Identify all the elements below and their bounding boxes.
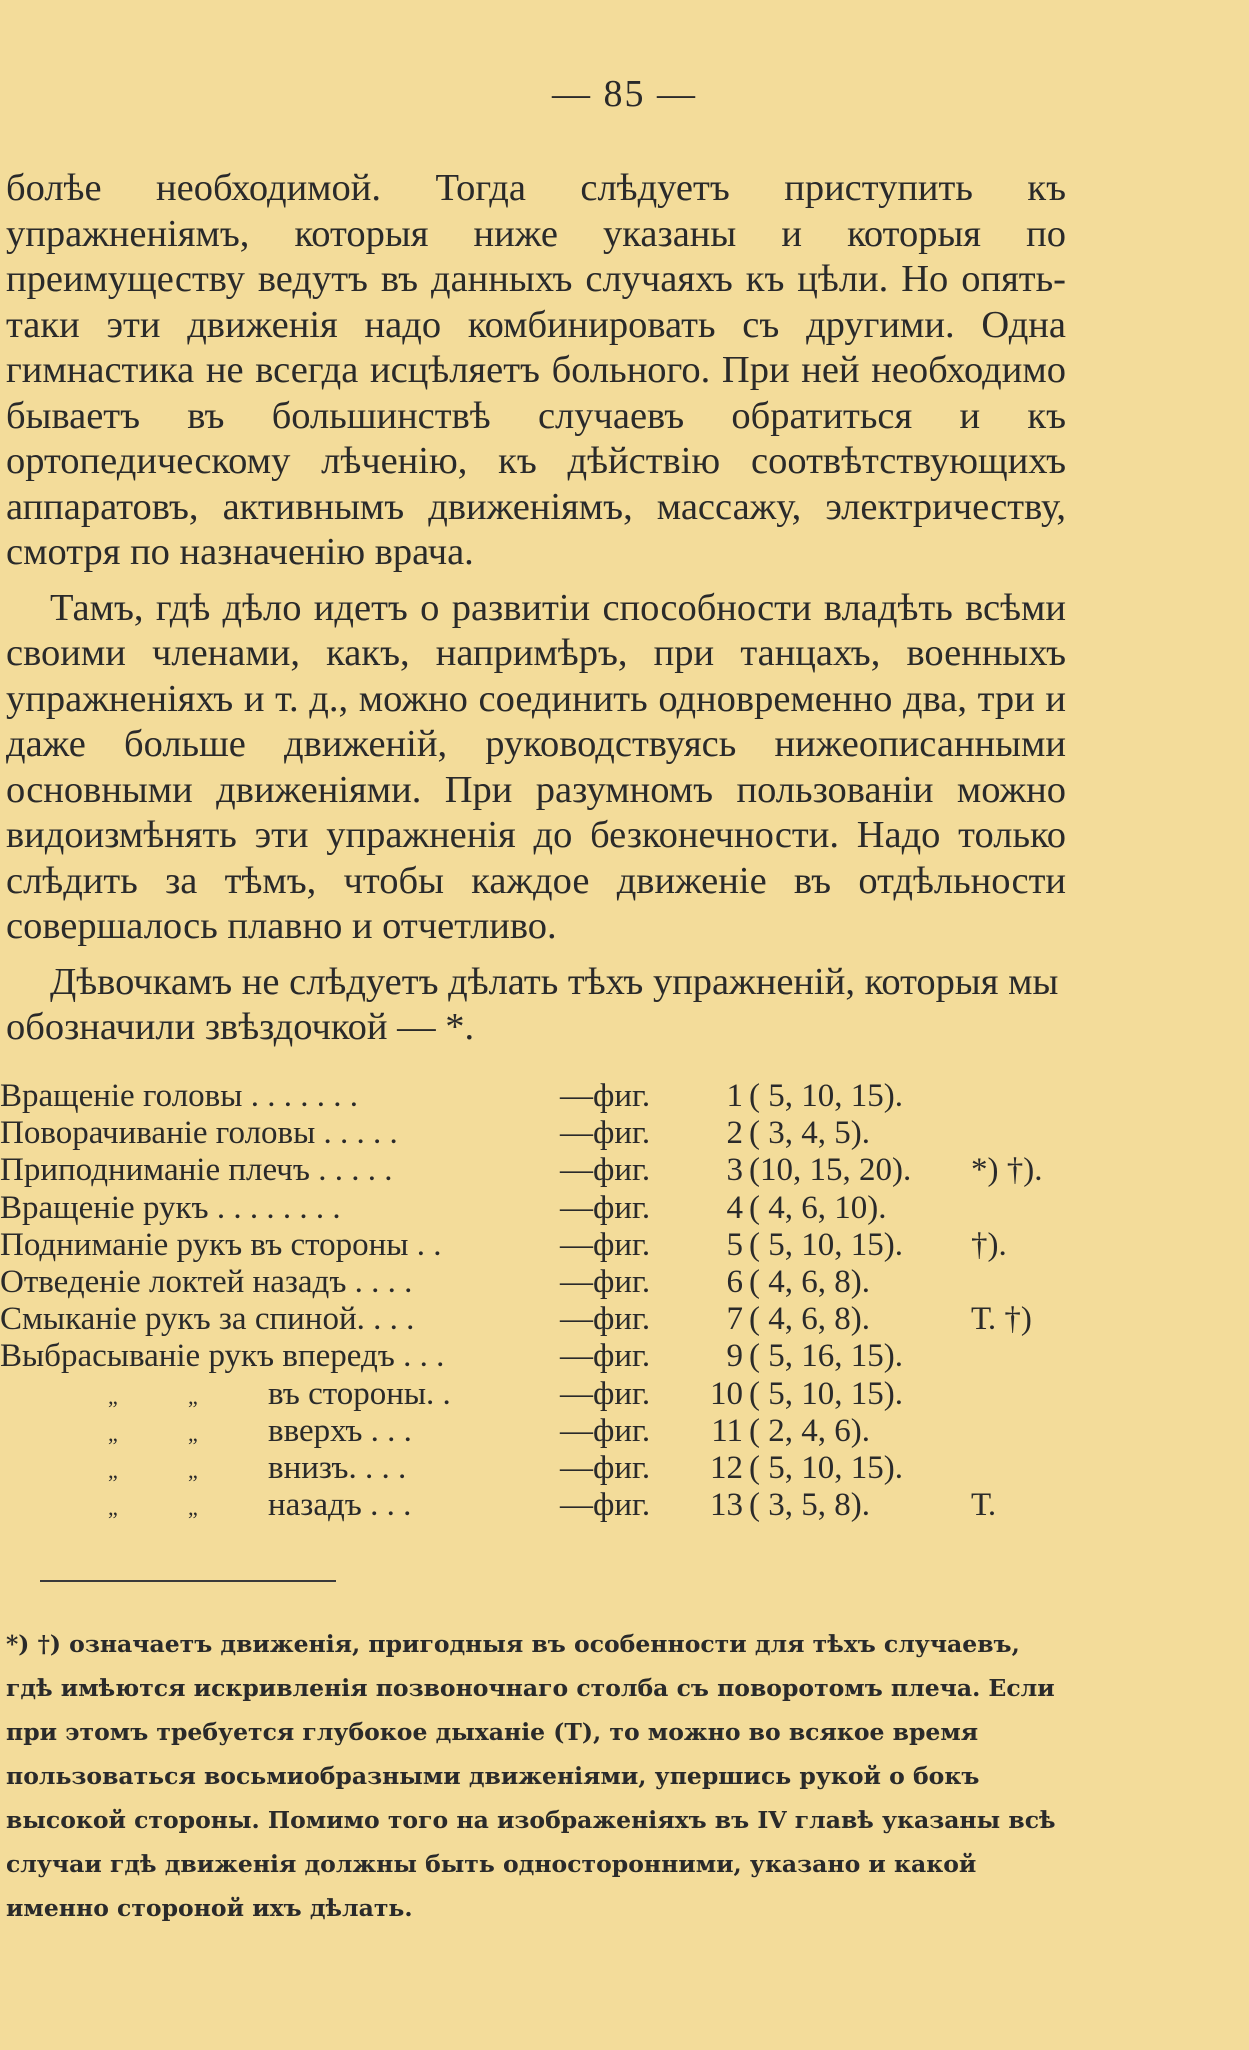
footnote [6, 1622, 1061, 1930]
ditto-mark: „ [188, 1495, 198, 1521]
ditto-mark: „ [188, 1457, 198, 1483]
repetitions: ( 5, 10, 15). [749, 1226, 903, 1263]
exercise-name [0, 1376, 560, 1413]
repetitions: ( 5, 10, 15). [749, 1375, 903, 1412]
repetitions: ( 2, 4, 6). [749, 1412, 870, 1449]
footnote-divider [40, 1580, 336, 1582]
figure-number: 1 [726, 1078, 743, 1115]
exercise-name: Приподниманіе плечъ . . . . . [0, 1152, 393, 1189]
exercise-mark [971, 1190, 1061, 1227]
exercise-name: Отведеніе локтей назадъ . . . . [0, 1264, 413, 1301]
repetitions: ( 4, 6, 10). [749, 1189, 887, 1226]
figure-label: —фиг. [560, 1189, 651, 1226]
ditto-mark: „ [108, 1495, 118, 1521]
figure-label: —фиг. [560, 1375, 651, 1412]
figure-label: —фиг. [560, 1226, 651, 1263]
footnote-text: *) †) означаетъ движенія, пригодныя въ особенности для тѣхъ случаевъ, гдѣ имѣются искривленія позвоночнаго столба съ поворотомъ плеча. Если при этомъ требуется глубокое дыханіе (Т), то можно во всякое время пользоваться восьмиобразными движеніями, упершись рукой о бокъ высокой стороны. Помимо того на изображеніяхъ въ IV главѣ указаны всѣ случаи гдѣ движенія должны быть односторонними, указано и какой именно стороной ихъ дѣлать. [6, 1630, 1056, 1922]
paragraph: болѣе необходимой. Тогда слѣдуетъ приступить къ упражненіямъ, которыя ниже указаны и которыя по преимуществу ведутъ въ данныхъ случаяхъ къ цѣли. Но опять-таки эти движенія надо комбинировать съ другими. Одна гимнастика не всегда исцѣляетъ больного. При ней необходимо бываетъ въ большинствѣ случаевъ обратиться и къ ортопедическому лѣченію, къ дѣйствію соотвѣтствующихъ аппаратовъ, активнымъ движеніямъ, массажу, электричеству, смотря по назначенію врача. [6, 167, 1066, 573]
figure-label: —фиг. [560, 1449, 651, 1486]
repetitions: ( 4, 6, 8). [749, 1264, 870, 1301]
page-number: — 85 — [552, 73, 697, 115]
exercise-mark: Т. †) [971, 1301, 1032, 1338]
figure-label: —фиг. [560, 1301, 651, 1338]
figure-number: 3 [726, 1152, 743, 1189]
exercise-mark [971, 1115, 1061, 1152]
figure-number: 7 [726, 1301, 743, 1338]
figure-label: —фиг. [560, 1338, 651, 1375]
exercise-name: Поворачиваніе головы . . . . . [0, 1115, 398, 1152]
repetitions: ( 5, 10, 15). [749, 1449, 903, 1486]
table-row [0, 1413, 1061, 1450]
ditto-mark: „ [108, 1457, 118, 1483]
exercise-name: Вращеніе рукъ . . . . . . . . [0, 1189, 341, 1226]
figure-number: 10 [710, 1375, 743, 1412]
ditto-mark: „ [108, 1420, 118, 1446]
figure-number: 13 [710, 1487, 743, 1524]
exercise-mark: Т. [971, 1487, 997, 1524]
table-row [0, 1190, 1061, 1227]
exercise-direction: назадъ . . . [268, 1487, 412, 1524]
exercise-direction: внизъ. . . . [268, 1449, 407, 1486]
exercise-name [0, 1450, 560, 1487]
exercise-name: Выбрасываніе рукъ впередъ . . . [0, 1338, 445, 1375]
figure-number: 6 [726, 1264, 743, 1301]
paragraph: Тамъ, гдѣ дѣло идетъ о развитіи способности владѣть всѣми своими членами, какъ, напримѣръ, при танцахъ, военныхъ упражненіяхъ и т. д., можно соединить одновременно два, три и даже больше движеній, руководствуясь нижеописанными основными движеніями. При разумномъ пользованіи можно видоизмѣнять эти упражненія до безконечности. Надо только слѣдить за тѣмъ, чтобы каждое движеніе въ отдѣльности совершалось плавно и отчетливо. [6, 586, 1066, 947]
figure-label: —фиг. [560, 1264, 651, 1301]
exercise-mark [971, 1078, 1061, 1115]
exercise-mark: *) †). [971, 1152, 1043, 1189]
exercise-mark [971, 1376, 1061, 1413]
repetitions: (10, 15, 20). [749, 1152, 912, 1189]
table-row [0, 1301, 1061, 1338]
table-row [0, 1376, 1061, 1413]
figure-label: —фиг. [560, 1078, 651, 1115]
ditto-mark: „ [188, 1420, 198, 1446]
figure-label: —фиг. [560, 1152, 651, 1189]
figure-label: —фиг. [560, 1487, 651, 1524]
exercise-name [0, 1413, 560, 1450]
figure-number: 2 [726, 1115, 743, 1152]
table-row [0, 1078, 1061, 1115]
exercise-direction: вверхъ . . . [268, 1412, 412, 1449]
body-text [6, 166, 1066, 1061]
ditto-mark: „ [188, 1383, 198, 1409]
repetitions: ( 5, 10, 15). [749, 1078, 903, 1115]
table-row [0, 1227, 1061, 1264]
table-row [0, 1487, 1061, 1524]
exercise-table [0, 1078, 1061, 1524]
exercise-mark: †). [971, 1226, 1007, 1263]
exercise-name: Смыканіе рукъ за спиной. . . . [0, 1301, 415, 1338]
paragraph: Дѣвочкамъ не слѣдуетъ дѣлать тѣхъ упражненій, которыя мы обозначили звѣздочкой — *. [6, 960, 1059, 1048]
exercise-direction: въ стороны. . [268, 1375, 451, 1412]
exercise-mark [971, 1338, 1061, 1375]
exercise-name: Подниманіе рукъ въ стороны . . [0, 1226, 442, 1263]
figure-number: 5 [726, 1226, 743, 1263]
figure-label: —фиг. [560, 1115, 651, 1152]
exercise-name [0, 1487, 560, 1524]
repetitions: ( 5, 16, 15). [749, 1338, 903, 1375]
table-row [0, 1264, 1061, 1301]
exercise-name: Вращеніе головы . . . . . . . [0, 1078, 358, 1115]
figure-label: —фиг. [560, 1412, 651, 1449]
table-row [0, 1115, 1061, 1152]
figure-number: 12 [710, 1449, 743, 1486]
table-row [0, 1152, 1061, 1189]
exercise-mark [971, 1450, 1061, 1487]
repetitions: ( 3, 5, 8). [749, 1487, 870, 1524]
repetitions: ( 3, 4, 5). [749, 1115, 870, 1152]
figure-number: 4 [726, 1189, 743, 1226]
exercise-mark [971, 1264, 1061, 1301]
table-row [0, 1338, 1061, 1375]
exercise-mark [971, 1413, 1061, 1450]
ditto-mark: „ [108, 1383, 118, 1409]
repetitions: ( 4, 6, 8). [749, 1301, 870, 1338]
table-row [0, 1450, 1061, 1487]
figure-number: 11 [711, 1412, 743, 1449]
figure-number: 9 [726, 1338, 743, 1375]
